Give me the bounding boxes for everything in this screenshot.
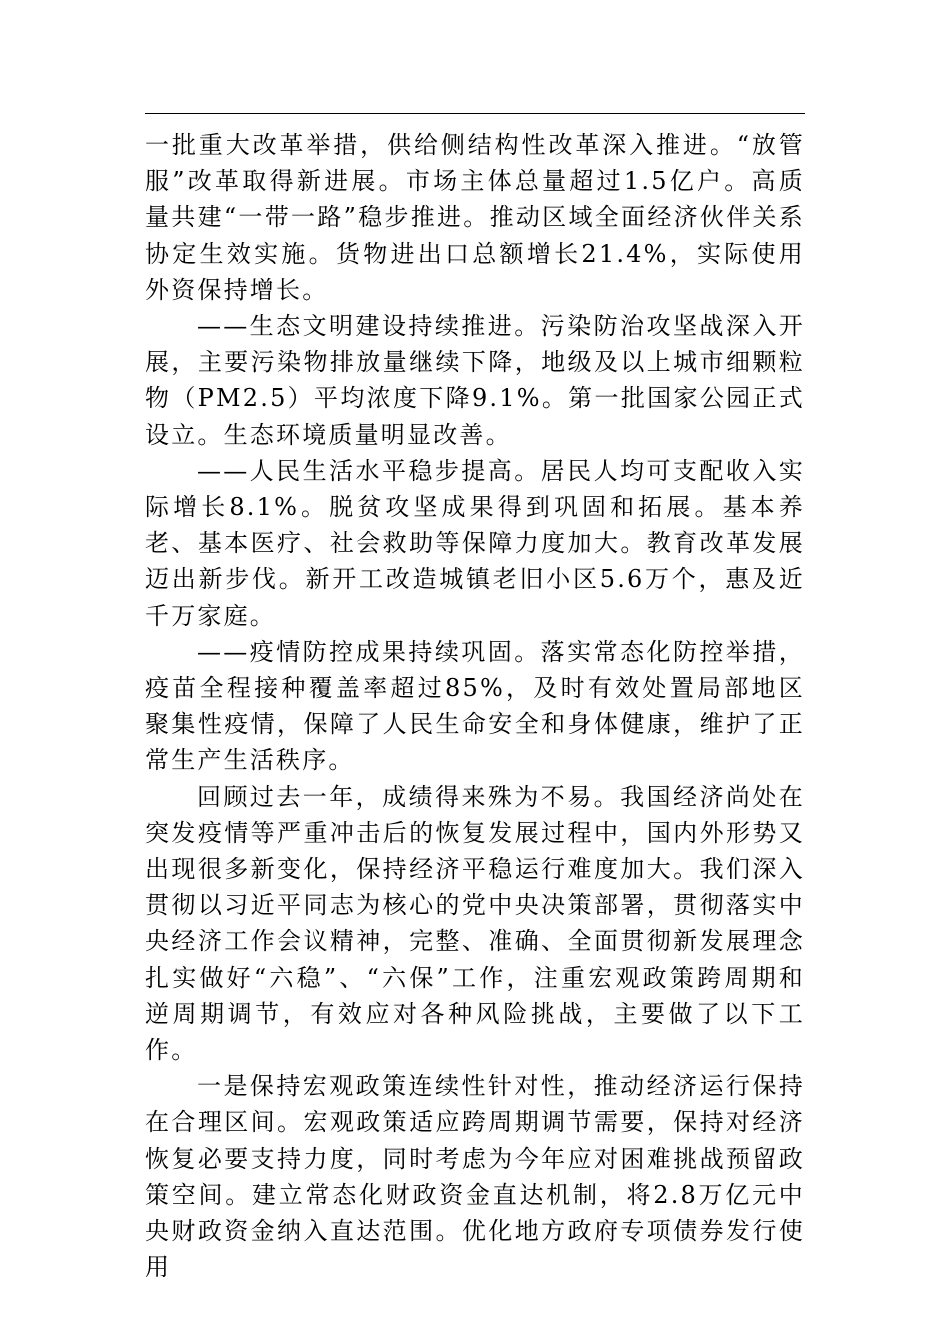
paragraph-continuation: 一批重大改革举措，供给侧结构性改革深入推进。“放管服”改革取得新进展。市场主体总量超过1.5亿户。高质量共建“一带一路”稳步推进。推动区域全面经济伙伴关系协定生效实施。货物进出口总额增长21.4%，实际使用外资保持增长。 (145, 131, 805, 304)
paragraph-review: 回顾过去一年，成绩得来殊为不易。我国经济尚处在突发疫情等严重冲击后的恢复发展过程中，国内外形势又出现很多新变化，保持经济平稳运行难度加大。我们深入贯彻以习近平同志为核心的党中央决策部署，贯彻落实中央经济工作会议精神，完整、准确、全面贯彻新发展理念扎实做好“六稳”、“六保”工作，注重宏观政策跨周期和逆周期调节，有效应对各种风险挑战，主要做了以下工作。 (145, 782, 805, 1065)
header-rule (145, 113, 805, 114)
paragraph-ecology: ——生态文明建设持续推进。污染防治攻坚战深入开展，主要污染物排放量继续下降，地级及以上城市细颗粒物（PM2.5）平均浓度下降9.1%。第一批国家公园正式设立。生态环境质量明显改善。 (145, 312, 805, 449)
paragraph-epidemic-control: ——疫情防控成果持续巩固。落实常态化防控举措，疫苗全程接种覆盖率超过85%，及时有效处置局部地区聚集性疫情，保障了人民生命安全和身体健康，维护了正常生产生活秩序。 (145, 637, 805, 775)
body-text (145, 127, 805, 1286)
paragraph-living-standards: ——人民生活水平稳步提高。居民人均可支配收入实际增长8.1%。脱贫攻坚成果得到巩固和拓展。基本养老、基本医疗、社会救助等保障力度加大。教育改革发展迈出新步伐。新开工改造城镇老旧小区5.6万个，惠及近千万家庭。 (145, 456, 805, 630)
paragraph-macro-policy: 一是保持宏观政策连续性针对性，推动经济运行保持在合理区间。宏观政策适应跨周期调节需要，保持对经济恢复必要支持力度，同时考虑为今年应对困难挑战预留政策空间。建立常态化财政资金直达机制，将2.8万亿元中央财政资金纳入直达范围。优化地方政府专项债券发行使用 (145, 1072, 805, 1282)
